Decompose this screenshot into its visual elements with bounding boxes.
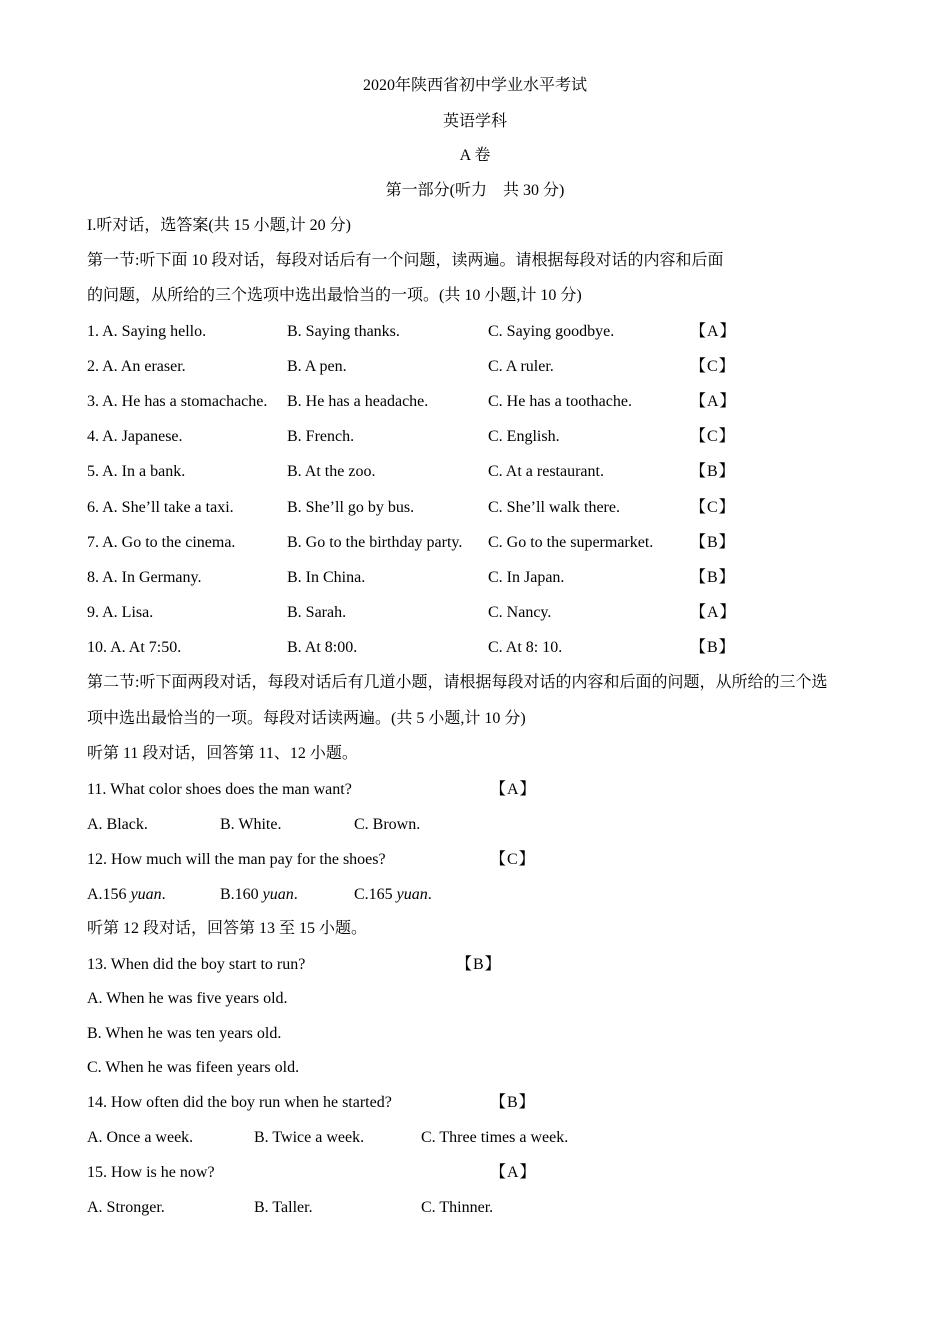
section1-intro-line2: 的问题，从所给的三个选项中选出最恰当的一项。(共 10 小题,计 10 分) <box>87 287 582 304</box>
q5-answer: 【B】 <box>690 463 736 481</box>
q13-option-c: C. When he was fifeen years old. <box>87 1059 300 1076</box>
q10-option-a: 10. A. At 7:50. <box>87 638 182 656</box>
q11-option-c: C. Brown. <box>354 816 421 833</box>
q3-answer: 【A】 <box>690 393 737 411</box>
q14-option-c: C. Three times a week. <box>421 1129 569 1146</box>
q11-option-a: A. Black. <box>87 816 148 833</box>
q1-option-b: B. Saying thanks. <box>287 323 400 340</box>
q7-option-c: C. Go to the supermarket. <box>488 533 654 551</box>
q12-option-a-period: . <box>161 886 166 903</box>
exam-title: 2020年陕西省初中学业水平考试 <box>362 77 587 94</box>
q2-option-b: B. A pen. <box>287 358 347 376</box>
paper-label: A 卷 <box>459 147 491 164</box>
q2-answer: 【C】 <box>690 358 736 376</box>
answer-11: 【A】 <box>490 781 537 798</box>
q6-option-c: C. She’ll walk there. <box>488 498 620 516</box>
q15-option-b: B. Taller. <box>254 1199 313 1216</box>
question-11: 11. What color shoes does the man want? <box>87 781 352 798</box>
q12-option-a-unit: yuan <box>130 886 162 903</box>
q6-option-b: B. She’ll go by bus. <box>287 498 415 516</box>
q12-option-b-unit: yuan <box>262 886 294 903</box>
q1-option-a: 1. A. Saying hello. <box>87 323 207 340</box>
q7-option-b: B. Go to the birthday party. <box>287 533 463 551</box>
section1-intro-line1: 第一节:听下面 10 段对话，每段对话后有一个问题，读两遍。请根据每段对话的内容和后面 <box>87 252 724 269</box>
dialog11-instruction: 听第 11 段对话，回答第 11、12 小题。 <box>87 745 358 762</box>
q4-option-c: C. English. <box>488 428 560 446</box>
q12-option-b <box>220 885 298 905</box>
q7-answer: 【B】 <box>690 533 736 551</box>
q2-option-c: C. A ruler. <box>488 358 554 376</box>
answer-15: 【A】 <box>490 1164 537 1181</box>
q8-option-a: 8. A. In Germany. <box>87 568 202 586</box>
dialog12-instruction: 听第 12 段对话，回答第 13 至 15 小题。 <box>87 920 368 937</box>
q13-option-a: A. When he was five years old. <box>87 990 288 1007</box>
section1-heading: I.听对话，选答案(共 15 小题,计 20 分) <box>87 217 351 234</box>
q6-answer: 【C】 <box>690 498 736 516</box>
section2-intro-line1: 第二节:听下面两段对话，每段对话后有几道小题，请根据每段对话的内容和后面的问题，从所给的三个选 <box>87 674 828 691</box>
q4-option-a: 4. A. Japanese. <box>87 428 183 446</box>
q12-option-b-period: . <box>293 886 298 903</box>
q3-option-a: 3. A. He has a stomachache. <box>87 393 268 411</box>
q12-option-b-amount: B.160 <box>220 886 263 903</box>
q8-option-c: C. In Japan. <box>488 568 565 586</box>
q10-option-b: B. At 8:00. <box>287 638 358 656</box>
q5-option-b: B. At the zoo. <box>287 463 376 481</box>
answer-13: 【B】 <box>456 956 502 973</box>
q4-option-b: B. French. <box>287 428 355 446</box>
q10-answer: 【B】 <box>690 638 736 656</box>
q10-option-c: C. At 8: 10. <box>488 638 563 656</box>
q12-option-c-unit: yuan <box>396 886 428 903</box>
answer-12: 【C】 <box>490 851 536 868</box>
q7-option-a: 7. A. Go to the cinema. <box>87 533 236 551</box>
q15-option-c: C. Thinner. <box>421 1199 494 1216</box>
q14-option-a: A. Once a week. <box>87 1129 194 1146</box>
q5-option-c: C. At a restaurant. <box>488 463 604 481</box>
subject-title: 英语学科 <box>442 113 507 130</box>
q12-option-c <box>354 885 432 905</box>
question-12: 12. How much will the man pay for the shoes? <box>87 851 386 868</box>
q9-option-c: C. Nancy. <box>488 603 552 621</box>
q12-option-a-amount: A.156 <box>87 886 131 903</box>
q9-answer: 【A】 <box>690 603 737 621</box>
q6-option-a: 6. A. She’ll take a taxi. <box>87 498 234 516</box>
q3-option-b: B. He has a headache. <box>287 393 429 411</box>
part-heading: 第一部分(听力 共 30 分) <box>385 182 565 199</box>
q2-option-a: 2. A. An eraser. <box>87 358 186 376</box>
q11-option-b: B. White. <box>220 816 282 833</box>
q1-answer: 【A】 <box>690 323 737 340</box>
q1-option-c: C. Saying goodbye. <box>488 323 615 340</box>
answer-14: 【B】 <box>490 1094 536 1111</box>
q13-option-b: B. When he was ten years old. <box>87 1025 282 1042</box>
q15-option-a: A. Stronger. <box>87 1199 165 1216</box>
q9-option-a: 9. A. Lisa. <box>87 603 154 621</box>
question-15: 15. How is he now? <box>87 1164 215 1181</box>
question-13: 13. When did the boy start to run? <box>87 956 306 973</box>
q12-option-c-amount: C.165 <box>354 886 397 903</box>
q14-option-b: B. Twice a week. <box>254 1129 365 1146</box>
q12-option-a <box>87 885 166 905</box>
question-14: 14. How often did the boy run when he started? <box>87 1094 392 1111</box>
q3-option-c: C. He has a toothache. <box>488 393 632 411</box>
q9-option-b: B. Sarah. <box>287 603 347 621</box>
q8-answer: 【B】 <box>690 568 736 586</box>
q8-option-b: B. In China. <box>287 568 366 586</box>
q12-option-c-period: . <box>427 886 432 903</box>
q4-answer: 【C】 <box>690 428 736 446</box>
q5-option-a: 5. A. In a bank. <box>87 463 186 481</box>
section2-intro-line2: 项中选出最恰当的一项。每段对话读两遍。(共 5 小题,计 10 分) <box>87 710 526 727</box>
